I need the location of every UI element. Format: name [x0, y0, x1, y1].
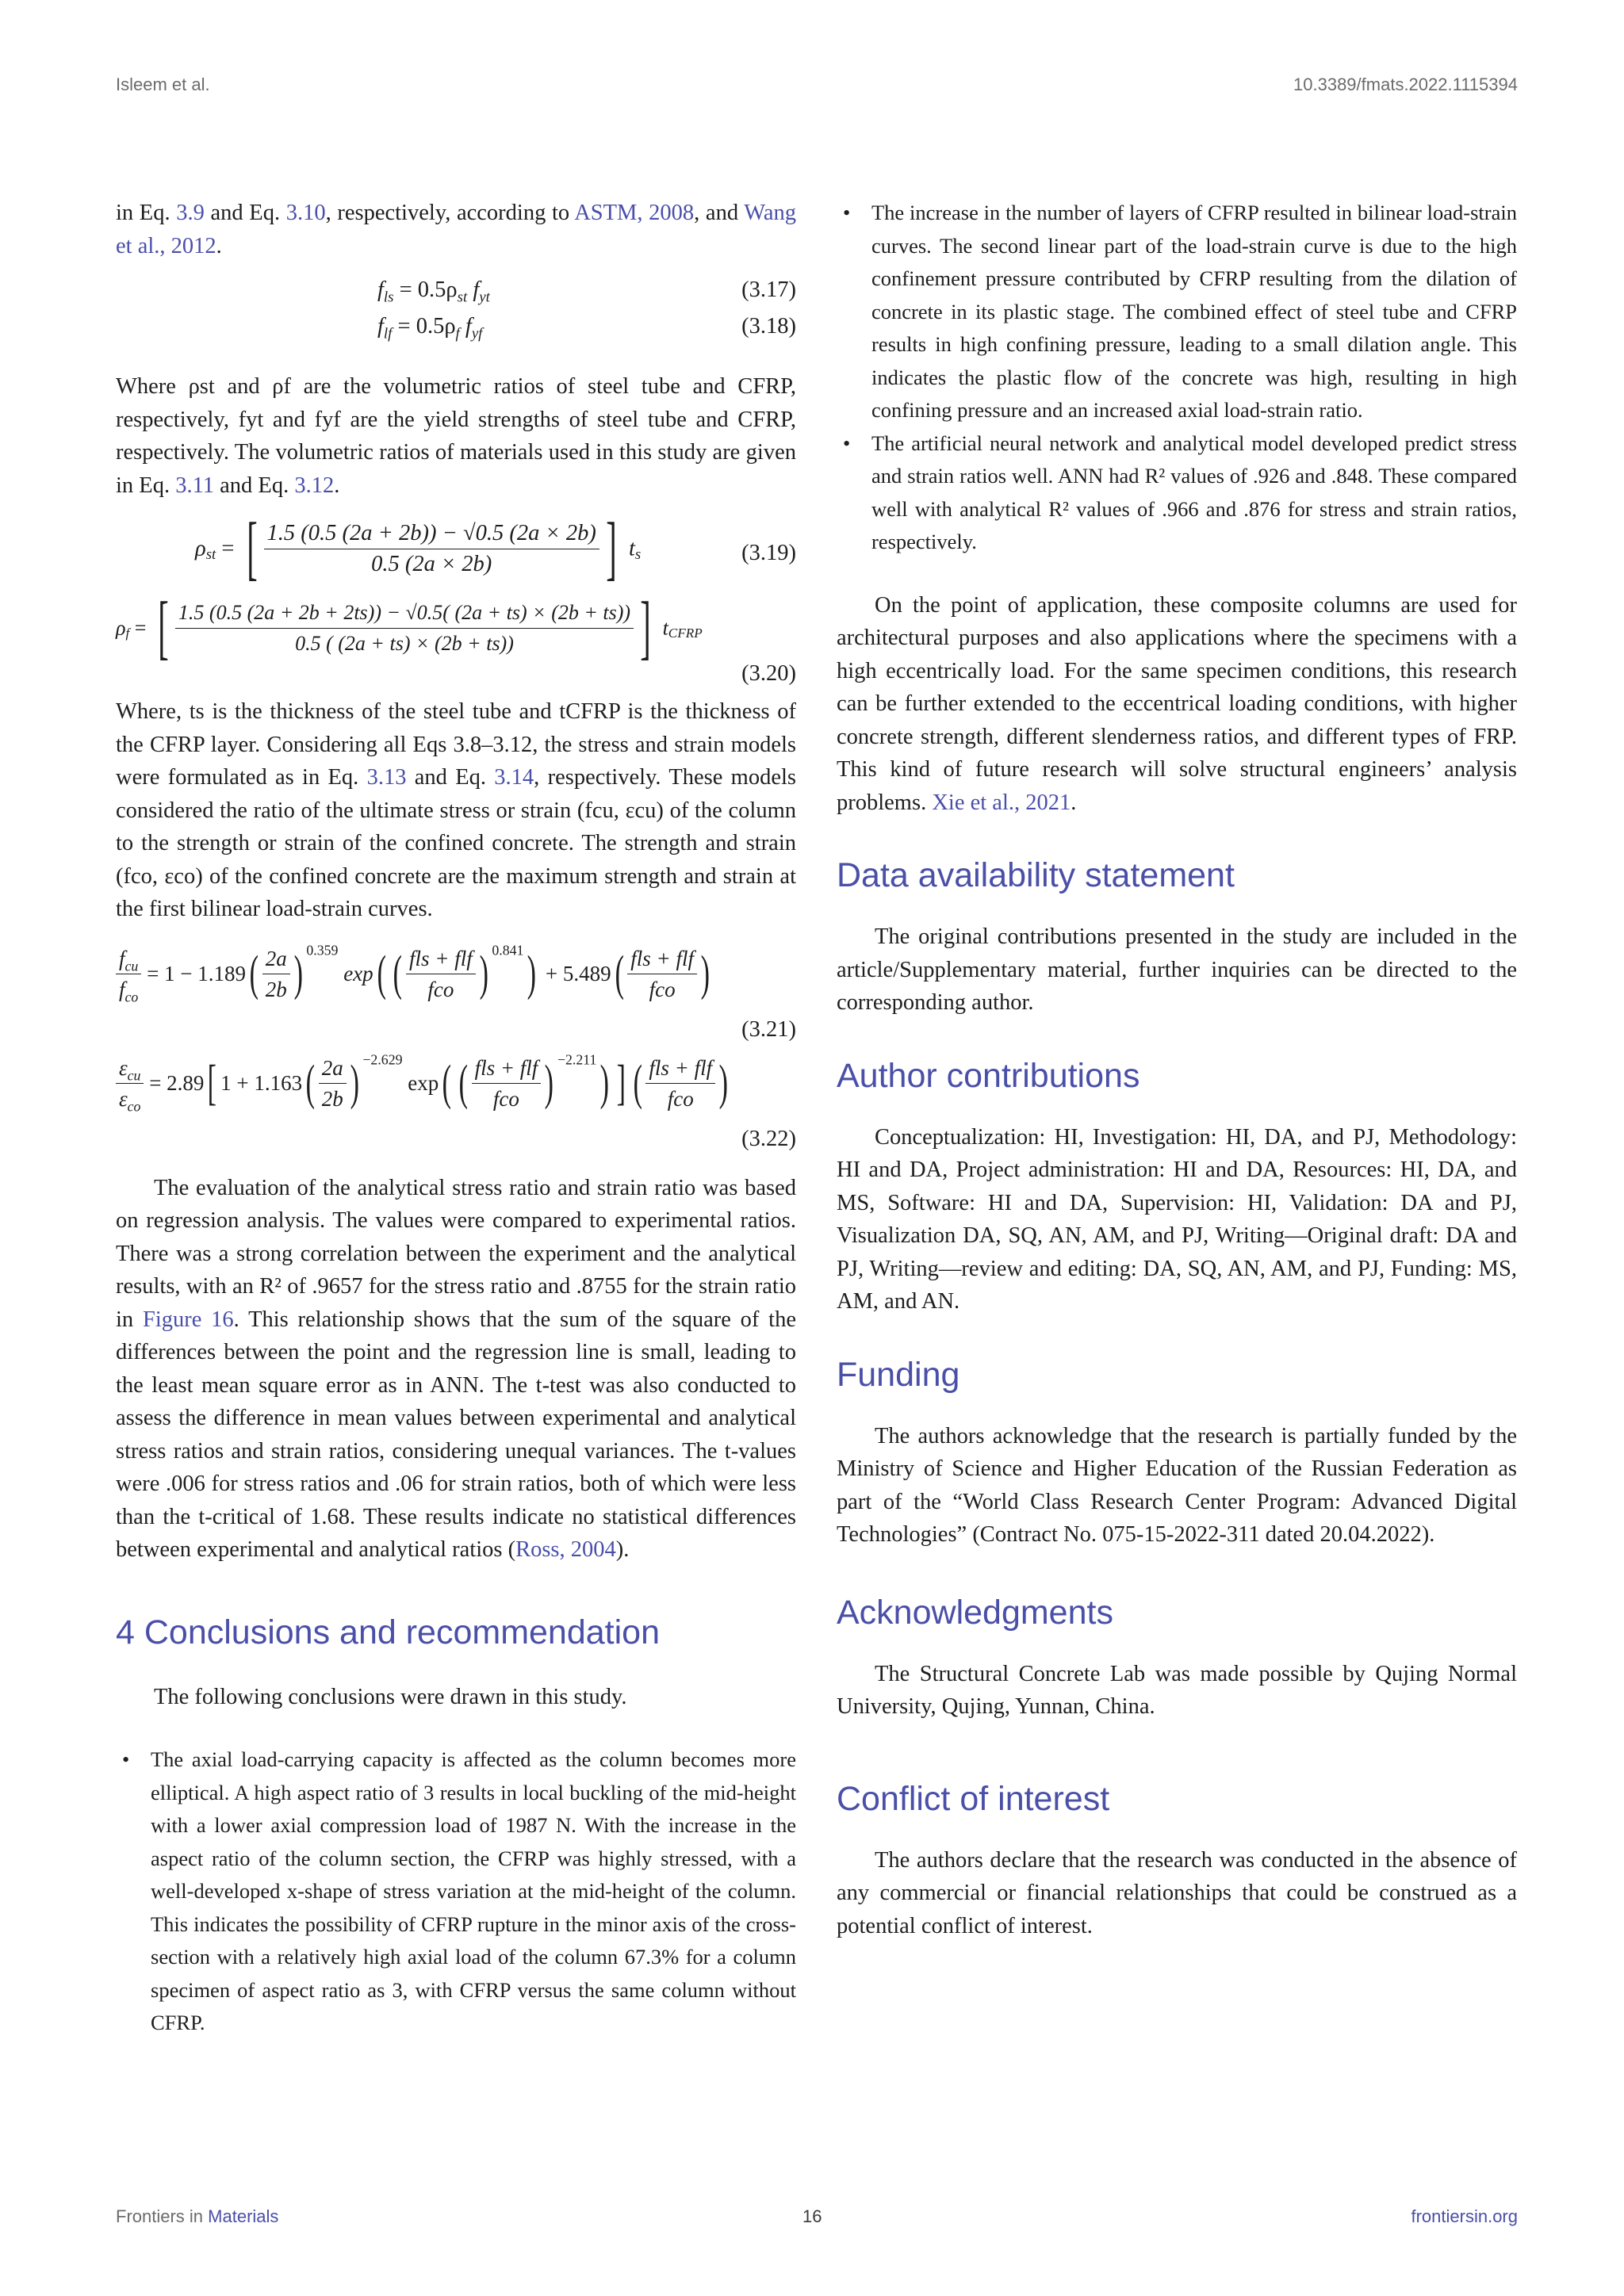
paragraph-text: On the point of application, these composite columns are used for architectural purposes and also applications where the specimens with a high eccentrically load. For the same specimen conditions, this research can be further extended to the eccentrical loading conditions, with higher concrete strength, different slenderness ratios, and different types of FRP. This kind of future research will solve structural engineers’ analysis problems.: [837, 592, 1517, 815]
list-item: • The increase in the number of layers of CFRP resulted in bilinear load-strain curves. The second linear part of the load-strain curve is due to the high confinement pressure contributed by CFRP resulting from the dilation of concrete in its plastic stage. The combined effect of steel tube and CFRP results in high confining pressure, leading to a small dilation angle. This indicates the plastic flow of the concrete was high, resulting in high confining pressure and an increased axial load-strain ratio.: [837, 197, 1517, 427]
eq-expression: + 5.489: [545, 961, 611, 985]
left-bracket: [: [246, 509, 258, 587]
fraction-denominator: 2b: [265, 977, 287, 1001]
fraction-numerator: 2a: [319, 1053, 347, 1084]
equation-3-20: $\rho_f$ = [ $\frac{1.5 (0.5 (2a + 2b + 2ts)) - √0.5( (2a + ts) \times (2b + ts))}{0.5 ( (2a + ts) \times (2b + ts))}$ ] $t_{CFRP}$ (3.20): [116, 592, 796, 695]
list-item: • The artificial neural network and analytical model developed predict stress and strain ratios well. ANN had R² values of .926 and .848. These compared well with analytical R² values of .966 and .876 for stress and strain ratios, respectively.: [837, 427, 1517, 559]
equation-number: (3.19): [741, 541, 796, 565]
eq-expression: = 2.89: [149, 1070, 205, 1095]
eq-expression: 1 + 1.163: [220, 1070, 303, 1095]
list-item: • The axial load-carrying capacity is affected as the column becomes more elliptical. A high aspect ratio of 3 results in local buckling of the mid-height with a lower axial compression load of 1987 N. With the increase in the aspect ratio of the column section, the CFRP was highly stressed, with a well-developed x-shape of stress variation at the mid-height of the column. This indicates the possibility of CFRP rupture in the minor axis of the cross-section with a relatively high axial load of the column 67.3% for a column specimen of aspect ratio as 3, with CFRP versus the same column without CFRP.: [116, 1743, 796, 2040]
conflict-of-interest-paragraph: The authors declare that the research was conducted in the absence of any commercial or financial relationships that could be construed as a potential conflict of interest.: [837, 1847, 1517, 1938]
fraction-denominator: fco: [667, 1086, 694, 1111]
fraction-denominator: f: [119, 977, 125, 1001]
paragraph-text: and Eq.: [220, 473, 289, 498]
eq-fraction: [264, 519, 599, 580]
paragraph-text: .: [1071, 790, 1077, 815]
fraction-denominator: fco: [492, 1086, 519, 1111]
section-heading-acknowledgments: Acknowledgments: [837, 1593, 1113, 1632]
eq-fraction: [627, 943, 697, 1004]
fraction-numerator: 1.5 (0.5 (2a + 2b)) − √0.5 (2a × 2b): [264, 519, 599, 549]
eq-subscript: f: [455, 325, 460, 342]
section-heading-data-availability: Data availability statement: [837, 856, 1235, 894]
eq-subscript: yt: [479, 289, 490, 306]
left-bracket: [: [158, 588, 169, 667]
running-header-doi: 10.3389/fmats.2022.1115394: [1293, 75, 1518, 94]
right-bracket: ]: [606, 509, 617, 587]
data-availability-paragraph: The original contributions presented in the study are included in the article/Supplementary material, further inquiries can be directed to the corresponding author.: [837, 924, 1517, 1015]
acknowledgments-paragraph: The Structural Concrete Lab was made possible by Qujing Normal University, Qujing, Yunnan, China.: [837, 1661, 1517, 1719]
author-contributions-paragraph: Conceptualization: HI, Investigation: HI, DA, and PJ, Methodology: HI and DA, Project administration: HI and DA, Resources: HI, DA, and MS, Software: HI and DA, Supervision: HI, Validation: DA and PJ, Visualization DA, SQ, AN, AM, and PJ, Writing—Original draft: DA and PJ, Writing—review and editing: DA, SQ, AN, AM, and PJ, Funding: MS, AM, and AN.: [837, 1124, 1517, 1314]
eq-subscript: co: [124, 988, 139, 1004]
citation-wang-2012[interactable]: Wang et al., 2012: [116, 201, 796, 258]
fraction-denominator: fco: [427, 977, 454, 1001]
eq-function: exp: [343, 961, 373, 985]
eq-fraction: [472, 1053, 542, 1114]
paragraph-text: Where, ts is the thickness of the steel tube and tCFRP is the thickness of the CFRP layer. Considering all Eqs 3.8–3.12, the stress and strain models were formulated as in Eq.: [116, 699, 796, 790]
eq-symbol: f: [377, 277, 384, 302]
eq-subscript: f: [125, 626, 130, 641]
paragraph-text: Where ρst and ρf are the volumetric ratios of steel tube and CFRP, respectively, fyt and fyf are the yield strengths of steel tube and CFRP, respectively. The volumetric ratios of materials used in this study are given in Eq.: [116, 374, 796, 498]
citation-astm-2008[interactable]: ASTM, 2008: [574, 201, 695, 225]
eq-fraction: [645, 1053, 715, 1114]
eq-symbol: ρ: [116, 616, 126, 640]
fraction-numerator: ε: [119, 1055, 128, 1080]
paragraph-text: ).: [615, 1537, 630, 1562]
equation-number: (3.17): [741, 277, 796, 302]
eq-exponent: −2.629: [362, 1051, 403, 1068]
citation-xie-2021[interactable]: Xie et al., 2021: [932, 790, 1071, 815]
eq-exponent: −2.211: [557, 1051, 597, 1068]
eq-subscript: yf: [471, 325, 483, 342]
eq-link-3-9[interactable]: 3.9: [176, 201, 205, 225]
paragraph-text: , respectively. These models considered the ratio of the ultimate stress or strain (fcu, εcu) of the column to the strength or strain of the confined concrete. The strength and strain (fco, εco) of the confined concrete are the maximum strength and strain at the first bilinear load-strain curves.: [116, 765, 797, 921]
thickness-paragraph: [116, 695, 796, 926]
evaluation-paragraph: [116, 1172, 796, 1567]
eq-link-3-12[interactable]: 3.12: [294, 473, 335, 498]
fraction-numerator: 2a: [262, 943, 290, 974]
fraction-numerator: fls + flf: [627, 943, 697, 974]
conclusions-intro: The following conclusions were drawn in this study.: [154, 1684, 627, 1709]
eq-link-3-10[interactable]: 3.10: [285, 201, 326, 225]
eq-expression: = 1 − 1.189: [147, 961, 247, 985]
footer-journal-name[interactable]: Materials: [208, 2206, 279, 2226]
equation-3-19: $\rho_{st}$ = [ $\frac{1.5 (0.5 (2a + 2b)) - √0.5 (2a \times 2b)}{0.5 (2a \times 2b)}$ ] $t_s$ (3.19): [195, 509, 796, 587]
equation-3-22: $\frac{\varepsilon_{cu}}{\varepsilon_{co}}$ = 2.89[ 1 + 1.163( $\frac{2a}{2b}$ ) $^{-2.629}$ exp( ( $\frac{\text{fls + flf}}{\text{fco}}$ ) $^{-2.211}$) ] ( $\frac{\text{fls + flf}}{\text{fco}}$ ) (3.22): [116, 1053, 796, 1156]
eq-link-3-14[interactable]: 3.14: [494, 765, 534, 790]
section-heading-conflict-of-interest: Conflict of interest: [837, 1779, 1110, 1818]
eq-subscript: st: [457, 289, 468, 306]
eq-fraction: [116, 1053, 144, 1114]
fraction-denominator: ε: [119, 1086, 128, 1111]
intro-text: in Eq.: [116, 201, 170, 225]
equation-3-21: $\frac{f_{cu}}{f_{co}}$ = 1 − 1.189( $\frac{2a}{2b}$ ) $^{0.359}$ exp( ( $\frac{\text{fls + flf}}{\text{fco}}$ ) $^{0.841}$) + 5.489( $\frac{\text{fls + flf}}{\text{fco}}$ ) (3.21): [116, 943, 796, 1048]
conclusions-list-continued: [837, 197, 1517, 559]
fraction-numerator: fls + flf: [406, 943, 476, 974]
intro-paragraph: [116, 197, 796, 262]
intro-text: , and: [694, 201, 739, 225]
eq-exponent: 0.359: [306, 942, 339, 959]
eq-subscript: co: [127, 1097, 141, 1114]
paragraph-text: .: [334, 473, 340, 498]
footer-journal: [116, 2206, 278, 2227]
eq-function: exp: [408, 1070, 439, 1095]
eq-symbol: ρ: [195, 536, 206, 561]
section-heading-author-contributions: Author contributions: [837, 1056, 1140, 1095]
eq-subscript: cu: [124, 957, 139, 974]
intro-text: and Eq.: [210, 201, 281, 225]
conclusions-list: [116, 1743, 796, 2040]
equation-3-18: [116, 310, 796, 346]
eq-fraction: [319, 1053, 347, 1114]
equation-number: (3.20): [741, 661, 796, 686]
eq-link-3-13[interactable]: 3.13: [366, 765, 407, 790]
paragraph-text: and Eq.: [414, 765, 486, 790]
equation-number: (3.18): [741, 314, 796, 339]
fraction-denominator: 0.5 ( (2a + ts) × (2b + ts)): [295, 631, 514, 655]
fraction-denominator: 0.5 (2a × 2b): [371, 551, 492, 576]
eq-fraction: [262, 943, 290, 1004]
section-heading-conclusions: 4 Conclusions and recommendation: [116, 1613, 661, 1651]
eq-expression: = 0.5ρ: [399, 277, 458, 302]
volumetric-ratio-paragraph: [116, 370, 796, 502]
eq-fraction: [406, 943, 476, 1004]
eq-symbol: f: [473, 277, 480, 302]
funding-paragraph: The authors acknowledge that the research is partially funded by the Ministry of Science and Higher Education of the Russian Federation as part of the “World Class Research Center Program: Advanced Digital Technologies” (Contract No. 075-15-2022-311 dated 20.04.2022).: [837, 1423, 1517, 1547]
left-column: [116, 197, 796, 2040]
eq-exponent: 0.841: [492, 942, 524, 959]
fraction-numerator: 1.5 (0.5 (2a + 2b + 2ts)) − √0.5( (2a + ts) × (2b + ts)): [175, 598, 634, 629]
equation-number: (3.21): [741, 1016, 796, 1042]
right-bracket: ]: [640, 588, 651, 667]
eq-subscript: lf: [383, 325, 393, 342]
page-number: 16: [802, 2206, 822, 2226]
section-heading-funding: Funding: [837, 1355, 960, 1394]
eq-subscript: cu: [127, 1066, 141, 1083]
fraction-denominator: 2b: [321, 1086, 343, 1111]
eq-link-3-11[interactable]: 3.11: [175, 473, 215, 498]
paragraph-text: . This relationship shows that the sum of the square of the differences between the point and the regression line is small, leading to the least mean square error as in ANN. The t-test was also conducted to assess the difference in mean values between experimental and analytical stress ratios and strain ratios, considering unequal variances. The t-values were .006 for stress ratios and .06 for strain ratios, both of which were less than the t-critical of 1.68. These results indicate no statistical differences between experimental and analytical ratios (: [116, 1307, 796, 1562]
running-header-authors: Isleem et al.: [116, 75, 210, 94]
eq-expression: = 0.5ρ: [397, 314, 456, 339]
fraction-numerator: fls + flf: [472, 1053, 542, 1084]
eq-fraction: [175, 598, 634, 659]
intro-text: , respectively, according to: [325, 201, 570, 225]
paragraph-text: The evaluation of the analytical stress ratio and strain ratio was based on regression analysis. The values were compared to experimental ratios. There was a strong correlation between the experiment and the analytical results, with an R² of .9657 for the stress ratio and .8755 for the strain ratio in: [116, 1175, 796, 1332]
footer-site-link[interactable]: frontiersin.org: [1411, 2206, 1518, 2226]
equation-3-17: [116, 274, 796, 310]
fraction-numerator: fls + flf: [645, 1053, 715, 1084]
eq-subscript: CFRP: [668, 626, 703, 641]
eq-fraction: [116, 943, 141, 1004]
fraction-denominator: fco: [649, 977, 676, 1001]
fraction-numerator: f: [119, 946, 125, 970]
right-column: [837, 197, 1517, 1942]
eq-subscript: s: [634, 546, 642, 564]
eq-symbol: f: [465, 314, 472, 339]
figure-link-16[interactable]: Figure 16: [142, 1307, 234, 1332]
eq-symbol: f: [377, 314, 384, 339]
intro-text: .: [216, 233, 222, 258]
application-paragraph: [837, 589, 1517, 820]
eq-symbol: t: [662, 616, 668, 640]
footer-journal-prefix: Frontiers in: [116, 2206, 204, 2226]
eq-subscript: ls: [383, 289, 394, 306]
eq-subscript: st: [205, 546, 216, 564]
citation-ross-2004[interactable]: Ross, 2004: [515, 1537, 616, 1562]
equation-number: (3.22): [741, 1126, 796, 1151]
eq-symbol: t: [628, 536, 635, 561]
